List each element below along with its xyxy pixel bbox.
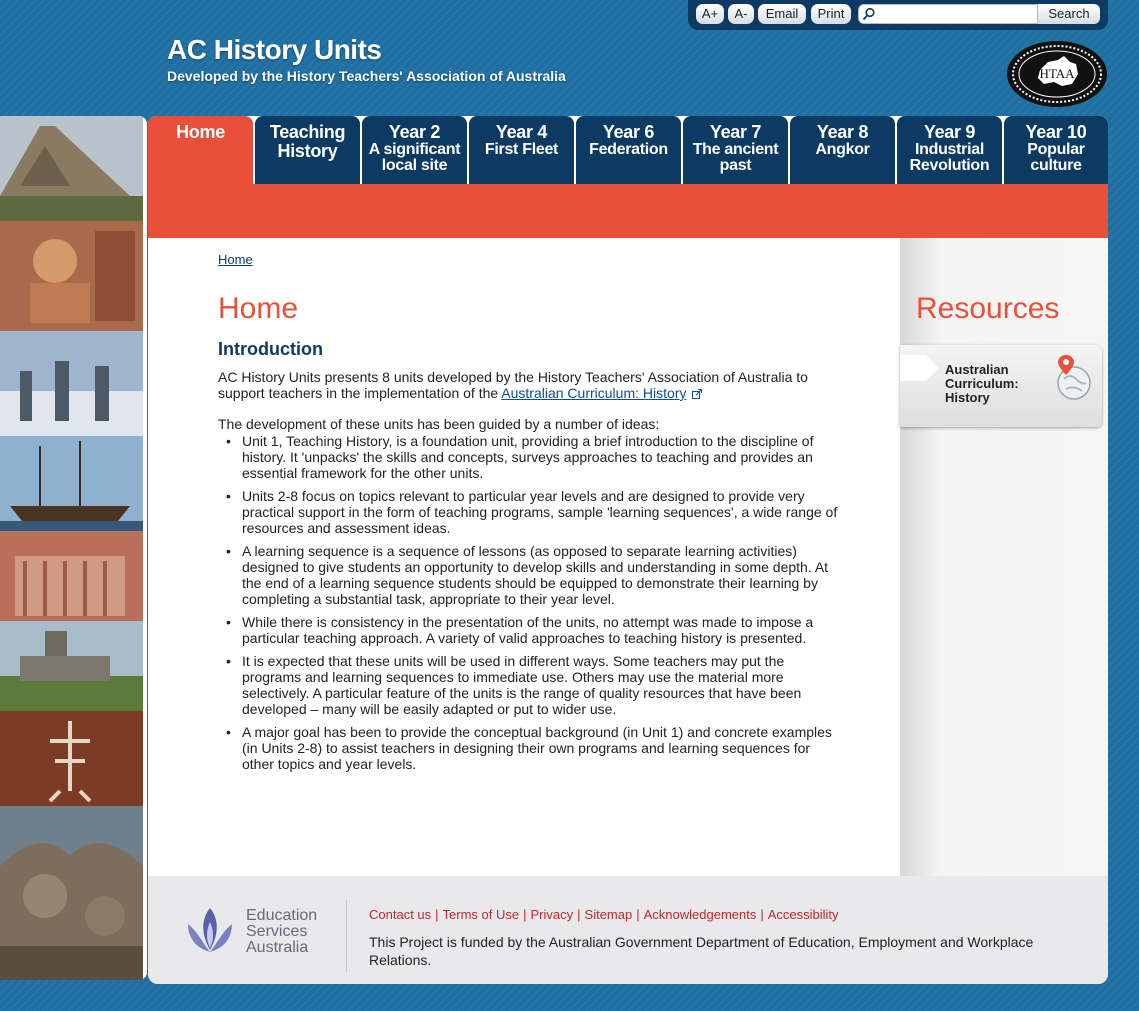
font-increase-button[interactable]: A+ <box>696 4 724 24</box>
curriculum-link[interactable]: Australian Curriculum: History <box>501 385 687 401</box>
angkor-image <box>0 806 143 980</box>
ruins-image <box>0 621 143 711</box>
tab-year-7[interactable] <box>683 116 788 184</box>
list-item: • A major goal has been to provide the conceptual background (in Unit 1) and concrete examples (in Units 2-8) to assist teachers in designing their own programs and learning sequences for other topics and year levels. <box>218 724 838 772</box>
esa-lotus-logo[interactable] <box>180 900 240 960</box>
utility-toolbar <box>688 0 1108 30</box>
tab-year-7-label: Year 7 <box>709 122 762 142</box>
rock-art-image <box>0 711 143 806</box>
footer-link-terms[interactable]: Terms of Use <box>442 907 520 922</box>
resource-card-label: Australian Curriculum: History <box>945 362 1019 405</box>
funding-statement: This Project is funded by the Australian Government Department of Education, Employment and Workplace Relations. <box>369 934 1034 968</box>
tab-year-9-label: Year 9 <box>923 122 976 142</box>
tab-year-6[interactable] <box>576 116 681 184</box>
search-icon <box>862 7 876 21</box>
tab-year-6-sublabel: Federation <box>589 141 668 158</box>
esa-logo-line: Services <box>246 923 308 940</box>
globe-pin-icon <box>1052 353 1094 401</box>
tab-home-label: Home <box>176 122 225 142</box>
esa-logo-text <box>246 908 317 956</box>
list-item: • Unit 1, Teaching History, is a foundation unit, providing a brief introduction to the discipline of history. It 'unpacks' the skills and concepts, surveys approaches to teaching and provides an essential framework for the other units. <box>218 433 838 481</box>
footer-separator: | <box>435 907 439 922</box>
tab-year-4-sublabel: First Fleet <box>484 141 559 158</box>
tab-year-8-sublabel: Angkor <box>815 141 870 158</box>
search-button[interactable]: Search <box>1038 4 1100 24</box>
petra-image <box>0 531 143 621</box>
pyramid-image <box>0 116 143 221</box>
soldiers-image <box>0 331 143 436</box>
footer <box>148 876 1108 984</box>
tab-teaching-history-label: Teaching <box>269 122 346 142</box>
tab-year-10-sublabel: Popular culture <box>1027 141 1085 174</box>
font-decrease-button[interactable]: A- <box>728 4 754 24</box>
site-title[interactable]: AC History Units <box>167 34 382 65</box>
search-box <box>858 4 1038 24</box>
list-item: • It is expected that these units will be used in different ways. Some teachers may put the programs and learning sequences to immediate use. Others may use the material more selectively. A particular feature of the units is the range of quality resources that have been developed – many will be easily adapted or put to wider use. <box>218 653 838 717</box>
tab-teaching-history-sublabel: History <box>277 141 338 161</box>
intro-text: AC History Units presents 8 units developed by the History Teachers' Association of Australia to support teachers in the implementation of the <box>218 369 808 401</box>
tab-year-2-sublabel: A significant local site <box>368 141 461 174</box>
nav-accent-band <box>148 184 1108 238</box>
tab-home[interactable] <box>148 116 253 184</box>
page-title: Home <box>218 292 299 325</box>
tab-year-7-sublabel: The ancient past <box>692 141 779 174</box>
resources-title: Resources <box>916 292 1060 325</box>
main-card <box>148 116 1108 984</box>
list-item: • A learning sequence is a sequence of lessons (as opposed to separate learning activities) designed to give students an opportunity to develop skills and understanding in some depth. At the end of a learning sequence students should be equipped to demonstrate their learning by completing a substantial task, appropriate to their year level. <box>218 543 838 607</box>
tab-year-8[interactable] <box>790 116 895 184</box>
tab-year-9-sublabel: Industrial Revolution <box>909 141 990 174</box>
site-subtitle: Developed by the History Teachers' Association of Australia <box>167 68 566 84</box>
tab-year-8-label: Year 8 <box>816 122 869 142</box>
footer-link-contact[interactable]: Contact us <box>369 907 432 922</box>
tab-year-4[interactable] <box>469 116 574 184</box>
print-button[interactable]: Print <box>811 4 851 24</box>
footer-link-sitemap[interactable]: Sitemap <box>584 907 633 922</box>
intro-paragraph <box>218 369 838 401</box>
footer-divider <box>346 900 347 972</box>
footer-link-accessibility[interactable]: Accessibility <box>767 907 839 922</box>
esa-logo-line: Australia <box>246 939 309 956</box>
list-item: • While there is consistency in the presentation of the units, no attempt was made to impose a particular teaching approach. A variety of valid approaches to teaching history is presented. <box>218 614 838 646</box>
mosaic-image <box>0 221 143 331</box>
esa-logo-line: Education <box>246 907 318 924</box>
email-button[interactable]: Email <box>758 4 806 24</box>
htaa-logo[interactable] <box>1006 40 1108 108</box>
footer-link-privacy[interactable]: Privacy <box>530 907 574 922</box>
tab-year-10-label: Year 10 <box>1025 122 1087 142</box>
tab-year-10[interactable] <box>1004 116 1108 184</box>
tab-year-6-label: Year 6 <box>602 122 655 142</box>
resource-card-australian-curriculum[interactable] <box>900 345 1102 427</box>
ideas-lead: The development of these units has been guided by a number of ideas: <box>218 416 660 432</box>
tab-year-2-label: Year 2 <box>388 122 441 142</box>
footer-link-acknowledgements[interactable]: Acknowledgements <box>643 907 757 922</box>
external-link-icon <box>692 389 702 399</box>
list-item: • Units 2-8 focus on topics relevant to particular year levels and are designed to provide very practical support in the form of teaching programs, sample 'learning sequences', a wide range of resources and assessment ideas. <box>218 488 838 536</box>
tab-teaching-history[interactable] <box>255 116 360 184</box>
footer-separator: | <box>577 907 581 922</box>
ideas-list <box>218 433 838 779</box>
footer-separator: | <box>760 907 764 922</box>
tab-year-4-label: Year 4 <box>495 122 548 142</box>
htaa-logo-text: HTAA <box>1039 66 1075 81</box>
tab-year-2[interactable] <box>362 116 467 184</box>
resources-sidebar <box>900 238 1108 878</box>
footer-links <box>369 907 839 922</box>
search-input[interactable] <box>877 6 1035 22</box>
breadcrumb-home[interactable]: Home <box>218 252 253 267</box>
footer-separator: | <box>636 907 640 922</box>
tab-year-9[interactable] <box>897 116 1002 184</box>
main-navigation <box>148 116 1108 184</box>
arrow-tab-icon <box>900 355 938 381</box>
section-heading: Introduction <box>218 339 323 359</box>
ship-image <box>0 436 143 531</box>
decorative-image-strip <box>0 116 147 980</box>
footer-separator: | <box>523 907 527 922</box>
